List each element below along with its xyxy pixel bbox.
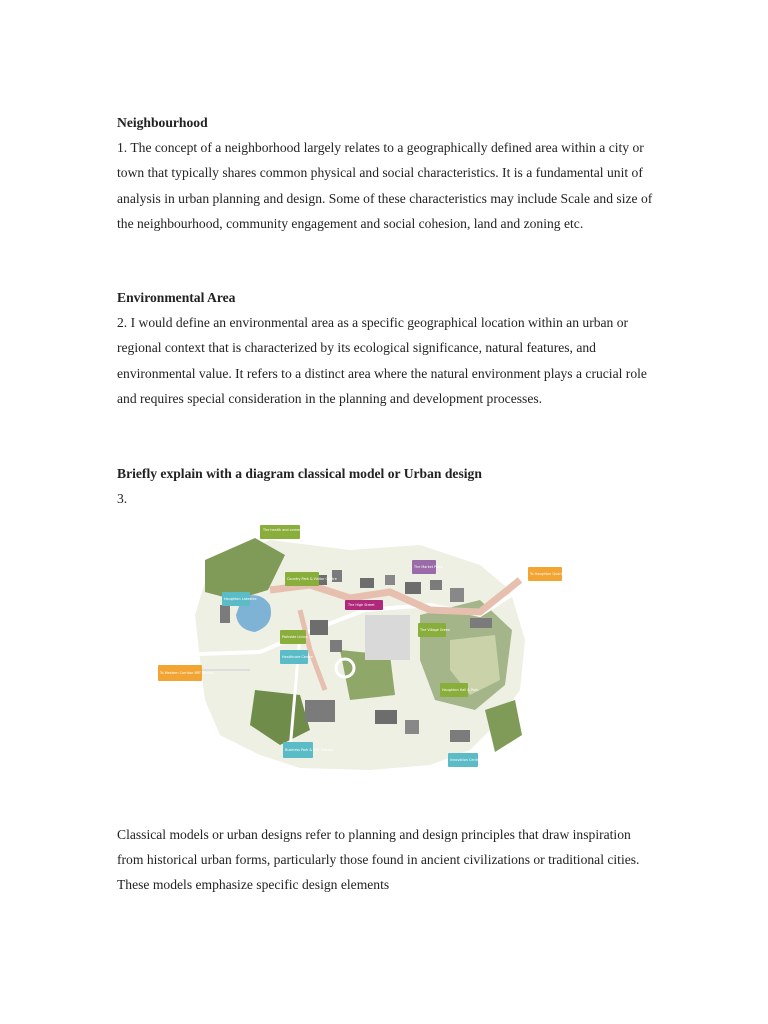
building [470, 618, 492, 628]
building [330, 640, 342, 652]
label-parkside-text: Parkside Living [282, 635, 308, 639]
building [385, 575, 395, 585]
paragraph-neighbourhood: 1. The concept of a neighborhood largely relates to a geographically defined area within a city or town that typically shares common physical and social characteristics. It is a fundamental unit of analysis in urban planning and design. Some of these characteristics may include Scale and size of the neighbourhood, community engagement and social cohesion, land and zoning etc. [117, 140, 653, 231]
section-environmental-area [117, 285, 657, 411]
label-health-park-text: The health and community park [263, 528, 318, 532]
building [310, 620, 328, 635]
paragraph-classical-description: Classical models or urban designs refer to planning and design principles that draw inspiration from historical urban forms, particularly those found in ancient civilizations or traditional cities. These models emphasize specific design elements [117, 827, 640, 893]
building [375, 710, 397, 724]
paragraph-environmental-area: 2. I would define an environmental area as a specific geographical location within an urban or regional context that is characterized by its ecological significance, natural features, and environmental value. It refers to a distinct area where the natural environment plays a crucial role and requires special consideration in the planning and development processes. [117, 315, 647, 406]
building [220, 605, 230, 623]
label-high-street-text: The High Street [348, 603, 375, 607]
label-market-place-text: The Market Place [414, 565, 444, 569]
label-haughton-quarter-text: To Haughton Quarter [530, 572, 566, 576]
urban-design-map [150, 520, 580, 805]
section-classical-description [117, 822, 657, 898]
section-neighbourhood [117, 110, 657, 236]
car-park [365, 615, 410, 660]
building [360, 578, 374, 588]
heading-classical-model: Briefly explain with a diagram classical model or Urban design [117, 466, 482, 481]
building [430, 580, 442, 590]
heading-environmental-area: Environmental Area [117, 290, 236, 305]
building [450, 588, 464, 602]
building [405, 582, 421, 594]
building [305, 700, 335, 722]
section-classical-model [117, 461, 657, 511]
item-number-3: 3. [117, 491, 128, 507]
label-innovation-text: Innovation Centre [450, 758, 481, 762]
label-healthcare-text: Healthcare Centre [282, 655, 313, 659]
label-business-park-text: Business Park & BRT Station [285, 748, 333, 752]
label-hall-park-text: Haughton Hall & Park [442, 688, 479, 692]
heading-neighbourhood: Neighbourhood [117, 115, 208, 130]
urban-design-map-illustration [150, 520, 580, 805]
building [450, 730, 470, 742]
building [405, 720, 419, 734]
label-country-park-text: Country Park & Visitor Centre [287, 577, 337, 581]
label-western-corridor-text: To Western Corridor BRT Station [160, 671, 215, 675]
label-village-green-text: The Village Green [420, 628, 451, 632]
label-lakeside-text: Haughton Lakeside [224, 597, 257, 601]
